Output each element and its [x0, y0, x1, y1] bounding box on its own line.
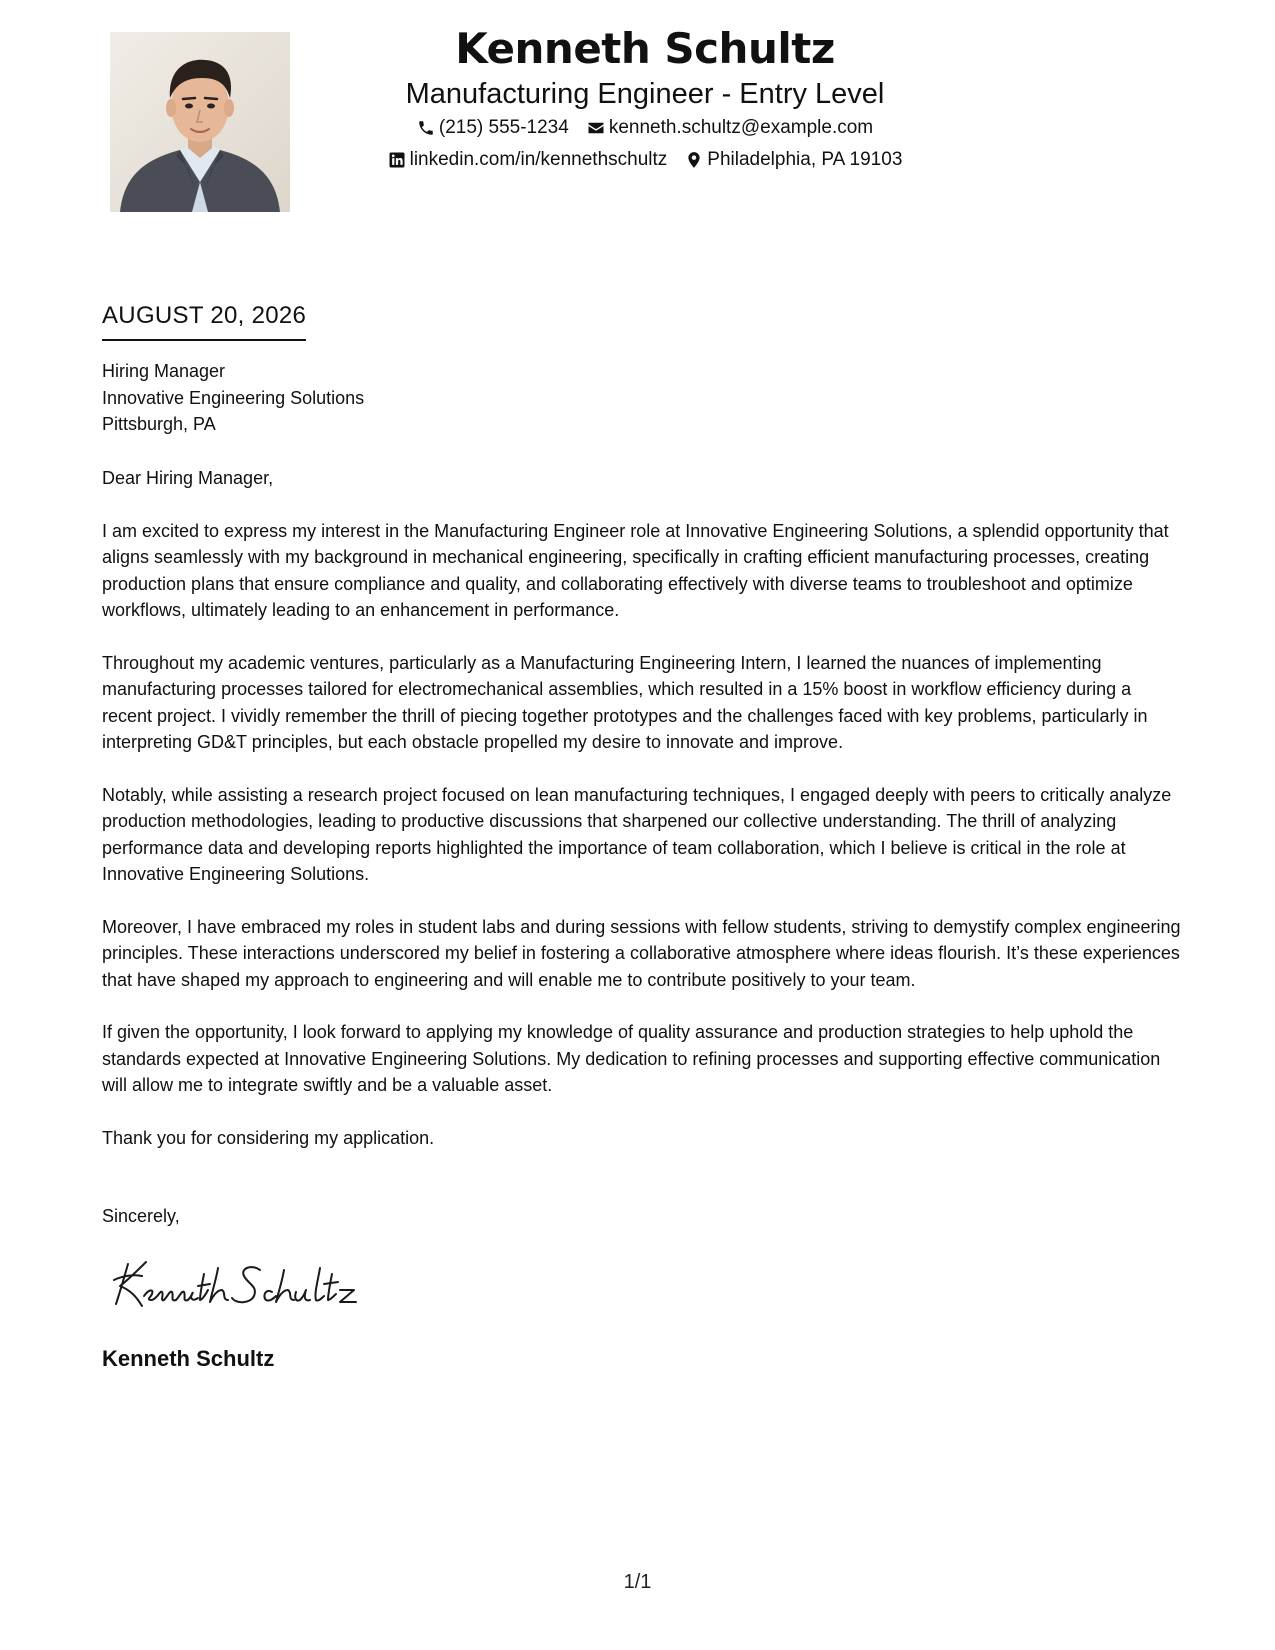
phone-text: (215) 555-1234	[438, 117, 569, 138]
profile-photo	[110, 32, 290, 212]
paragraph-4: Moreover, I have embraced my roles in student labs and during sessions with fellow students, striving to demystify complex engineering principles. These interactions underscored my belief in fostering a collaborative atmosphere where ideas flourish. It’s these experiences that have shaped my approach to engineering and will enable me to contribute positively to your team.	[102, 916, 1181, 990]
paragraph-2: Throughout my academic ventures, particularly as a Manufacturing Engineering Intern, I learned the nuances of implementing manufacturing processes tailored for electromechanical assemblies, which resulted in a 15% boost in workflow efficiency during a recent project. I vividly remember the thrill of piecing together prototypes and the challenges faced with key problems, particularly in interpreting GD&T principles, but each obstacle propelled my desire to innovate and improve.	[102, 652, 1148, 752]
phone-icon	[417, 119, 435, 137]
recipient-location: Pittsburgh, PA	[102, 414, 216, 434]
header	[330, 22, 960, 176]
recipient-company: Innovative Engineering Solutions	[102, 387, 365, 408]
recipient-name: Hiring Manager	[102, 361, 226, 381]
recipient-block	[102, 358, 364, 438]
paragraph-1: I am excited to express my interest in the Manufacturing Engineer role at Innovative Engineering Solutions, a splendid opportunity that aligns seamlessly with my background in mechanical engineering, specifically in crafting efficient manufacturing processes, creating production plans that ensure compliance and quality, and collaborating effectively with diverse teams to troubleshoot and optimize workflows, ultimately leading to an enhancement in performance.	[102, 520, 1169, 620]
signer-name: Kenneth Schultz	[102, 1346, 275, 1371]
page-indicator: 1/1	[623, 1571, 652, 1593]
linkedin-text: linkedin.com/in/kennethschultz	[409, 149, 668, 170]
paragraph-6: Thank you for considering my application.	[102, 1127, 435, 1148]
signature-image	[106, 1250, 366, 1320]
linkedin-icon	[388, 151, 406, 169]
salutation: Dear Hiring Manager,	[102, 468, 274, 488]
email-text: kenneth.schultz@example.com	[608, 117, 874, 138]
closing: Sincerely,	[102, 1206, 180, 1226]
map-marker-icon	[685, 151, 703, 169]
envelope-icon	[587, 119, 605, 137]
contact-email[interactable]	[587, 112, 873, 144]
date-block	[102, 300, 306, 341]
contact-location	[685, 144, 902, 176]
location-text: Philadelphia, PA 19103	[707, 149, 903, 170]
letter-date: AUGUST 20, 2026	[102, 300, 306, 341]
contact-row-1	[330, 112, 960, 144]
contact-row-2	[330, 144, 960, 176]
contact-linkedin[interactable]	[388, 144, 668, 176]
candidate-name: Kenneth Schultz	[455, 24, 835, 73]
paragraph-5: If given the opportunity, I look forward to applying my knowledge of quality assurance and production strategies to help uphold the standards expected at Innovative Engineering Solutions. My dedication to refining processes and supporting effective communication will allow me to integrate swiftly and be a valuable asset.	[102, 1022, 1161, 1095]
letter-body	[102, 465, 1182, 1177]
contact-phone[interactable]	[417, 112, 569, 144]
job-title: Manufacturing Engineer - Entry Level	[405, 78, 885, 110]
paragraph-3: Notably, while assisting a research project focused on lean manufacturing techniques, I engaged deeply with peers to critically analyze production methodologies, leading to productive discussions that sharpened our collective understanding. The thrill of analyzing performance data and developing reports highlighted the importance of team collaboration, which I believe is critical in the role at Innovative Engineering Solutions.	[102, 784, 1172, 884]
